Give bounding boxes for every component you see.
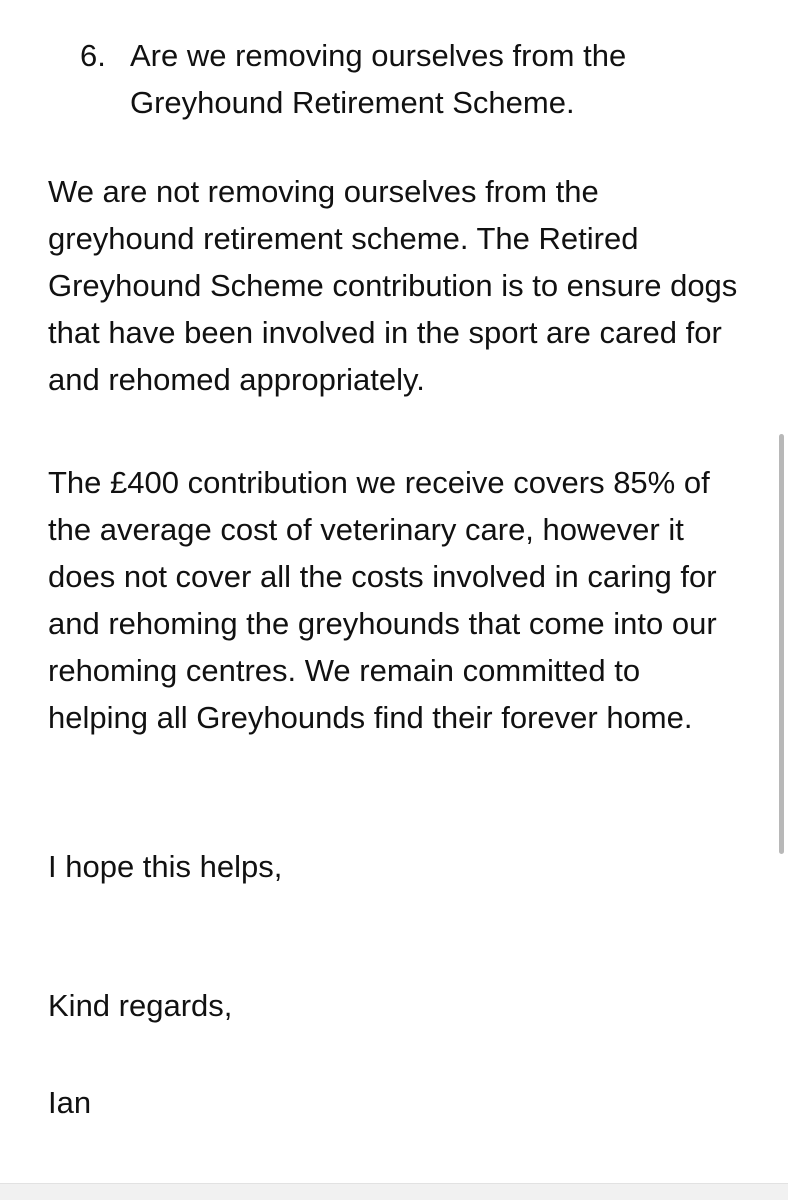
- answer-paragraph-1: We are not removing ourselves from the greyhound retirement scheme. The Retired Greyhound Scheme contribution is to ensure dogs that have been involved in the sport are cared for and rehomed appropriately.: [48, 174, 738, 397]
- signature: Ian: [48, 1085, 92, 1120]
- answer-paragraph-2: The £400 contribution we receive covers 85% of the average cost of veterinary care, however it does not cover all the costs involved in caring for and rehoming the greyhounds that come into our rehoming centres. We remain committed to helping all Greyhounds find their forever home.: [48, 465, 717, 735]
- email-body: [48, 32, 748, 1120]
- sign-off: Kind regards,: [48, 988, 233, 1023]
- vertical-scrollbar[interactable]: [779, 434, 784, 854]
- question-number: 6.: [80, 38, 106, 73]
- bottom-edge-bar: [0, 1183, 788, 1200]
- closing-line: I hope this helps,: [48, 849, 283, 884]
- question-text: Are we removing ourselves from the Greyhound Retirement Scheme.: [130, 38, 627, 120]
- numbered-question: [80, 32, 748, 126]
